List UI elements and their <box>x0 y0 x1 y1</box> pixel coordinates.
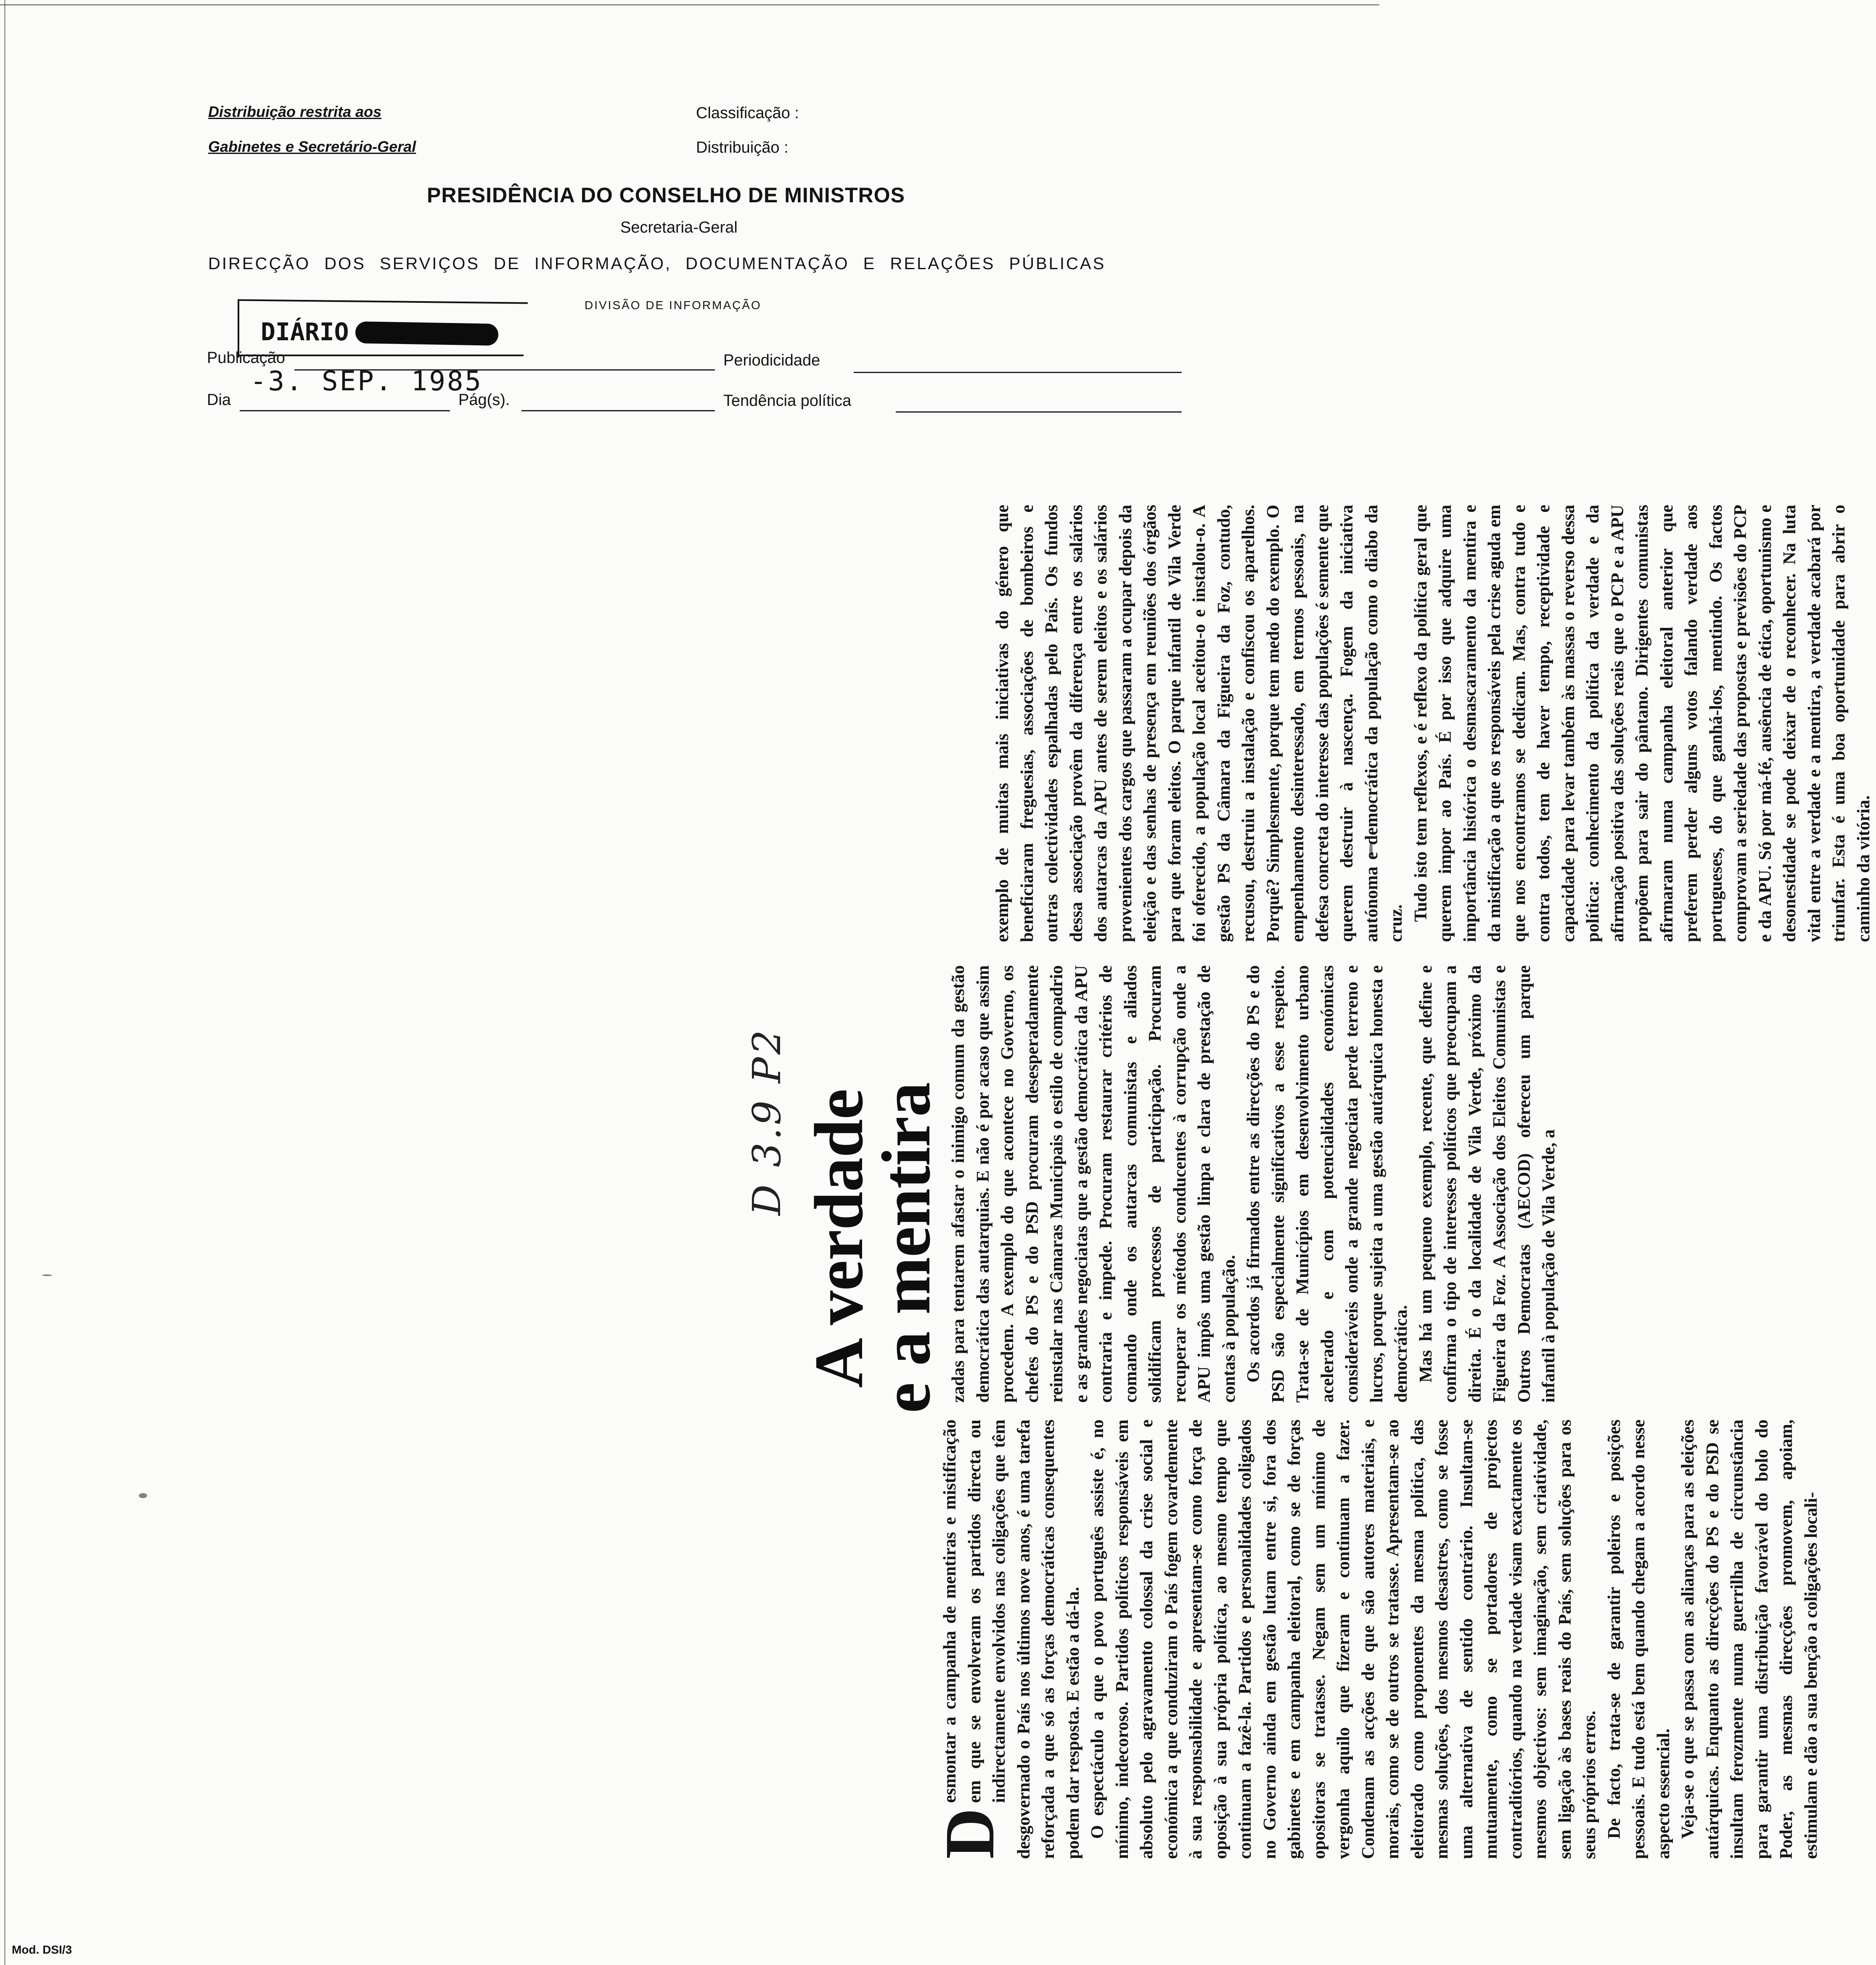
article-column-2 <box>946 965 1558 1403</box>
direccao-line: DIRECÇÃO DOS SERVIÇOS DE INFORMAÇÃO, DOCUMENTAÇÃO E RELAÇÕES PÚBLICAS <box>208 254 1106 273</box>
handwritten-note: D 3.9 P2 <box>744 1028 789 1216</box>
distribution-line-1: Distribuição restrita aos <box>208 103 382 120</box>
classificacao-label: Classificação : <box>696 104 799 122</box>
article-paragraph: zadas para tentarem afastar o inimigo comum da gestão democrática das autarquias. E não é por acaso que assim procedem. A exemplo do que acontece no Governo, os chefes do PS e do PSD procuram desesperadamente reinstalar nas Câmaras Municipais o estilo de compadrio e as grandes negociatas que a gestão democrática da APU contraria e impede. Procuram restaurar critérios de comando onde os autarcas comunistas e aliados solidificam processos de participação. Procuram recuperar os métodos conducentes à corrupção onde a APU impôs uma gestão limpa e clara de prestação de contas à população. <box>949 965 1239 1403</box>
article-paragraph: O espectáculo a que o povo português assiste é, no mínimo, indecoroso. Partidos políticos responsáveis em absoluto pelo agravamento colossal da crise social e económica a que conduziram o País fogem covardemente à sua responsabilidade e apresentam-se como força de oposição à sua própria política, ao mesmo tempo que continuam a fazê-la. Partidos e personalidades coligados no Governo ainda em gestão lutam entre si, fora dos gabinetes e em campanha eleitoral, como se de forças opositoras se tratasse. Negam sem um mínimo de vergonha aquilo que fizeram e continuam a fazer. Condenam as acções de que são autores materiais, e morais, como se de outros se tratasse. Apresentam-se ao eleitorado como proponentes da mesma política, das mesmas soluções, dos mesmos desastres, como se fosse uma alternativa de sentido contrário. Insultam-se mutuamente, como se portadores de projectos contraditórios, quando na verdade visam exactamente os mesmos objectivos: sem imaginação, sem criatividade, sem ligação às bases reais do País, sem soluções para os seus próprios erros. <box>1088 1419 1599 1859</box>
scan-left-edge <box>4 0 5 1965</box>
periodicidade-field-line <box>854 372 1182 373</box>
article-column-1 <box>931 1419 1821 1859</box>
article-paragraph: De facto, trata-se de garantir poleiros e posições pessoais. E tudo está bem quando chegam a acordo nesse aspecto essencial. <box>1604 1419 1673 1859</box>
article-paragraph: D esmontar a campanha de mentiras e mistificação em que se envolveram os partidos directa ou indirectamente envolvidos nas coligações que têm desgovernado o País nos últimos nove anos, é uma tarefa reforçada a que só as forças democráticas consequentes podem dar resposta. E estão a dá-la. <box>931 1419 1083 1859</box>
document-subtitle: Secretaria-Geral <box>620 219 738 236</box>
document-title: PRESIDÊNCIA DO CONSELHO DE MINISTROS <box>427 183 905 207</box>
pag-field-line <box>521 410 715 411</box>
dia-label: Dia <box>207 391 231 409</box>
article-paragraph: Veja-se o que se passa com as alianças para as eleições autárquicas. Enquanto as direcções do PS e do PSD se insultam ferozmente numa guerrilha de circunstância para garantir uma distribuição favorável do bolo do Poder, as mesmas direcções promovem, apoiam, estimulam e dão a sua benção a coligações locali- <box>1678 1419 1821 1859</box>
scan-top-edge <box>0 4 1379 5</box>
article-paragraph: Os acordos já firmados entre as direcções do PS e do PSD são especialmente significativos a esse respeito. Trata-se de Municípios em desenvolvimento urbano acelerado e com potencialidades económicas consideráveis onde a grande negociata perde terreno e lucros, porque sujeita a uma gestão autárquica honesta e democrática. <box>1244 965 1411 1403</box>
scan-speck <box>42 1274 52 1276</box>
distribuicao-label: Distribuição : <box>696 139 789 156</box>
tendencia-field-line <box>896 411 1182 413</box>
date-stamp: -3. SEP. 1985 <box>250 366 483 397</box>
publicacao-label: Publicação <box>207 349 285 367</box>
article-headline-line-1: A verdade <box>800 1089 877 1388</box>
dia-field-line <box>240 410 450 411</box>
article-paragraph: exemplo de muitas mais iniciativas do género que beneficiaram freguesias, associações de bombeiros e outras colectividades espalhadas pelo País. Os fundos dessa associação provêm da diferença entre os salários dos autarcas da APU antes de serem eleitos e os salários provenientes dos cargos que passaram a ocupar depois da eleição e das senhas de presença em reuniões dos órgãos para que foram eleitos. O parque infantil de Vila Verde foi oferecido, a população local aceitou-o e instalou-o. A gestão PS da Câmara da Figueira da Foz, contudo, recusou, destruiu a instalação e confiscou os aparelhos. Porquê? Simplesmente, porque tem medo do exemplo. O empenhamento desinteressado, em termos pessoais, na defesa concreta do interesse das populações é semente que querem destruir à nascença. Fogem da iniciativa autónoma e democrática da população como o diabo da cruz. <box>993 505 1406 942</box>
pag-label: Pág(s). <box>458 391 510 409</box>
redaction-mark <box>355 321 499 346</box>
newspaper-clipping <box>156 421 1873 1859</box>
article-paragraph: Tudo isto tem reflexos, e é reflexo da política geral que querem impor ao País. É por isso que adquire uma importância histórica o desmascaramento da mentira e da mistificação a que os responsáveis pela crise aguda em que nos encontramos se dedicam. Mas, contra tudo e contra todos, tem de haver tempo, receptividade e capacidade para levar também às massas o reverso dessa política: conhecimento da política da verdade e da afirmação positiva das soluções reais que o PCP e a APU propõem para sair do pântano. Dirigentes comunistas afirmaram numa campanha eleitoral anterior que preferem perder alguns votos falando verdade aos portugueses, do que ganhá-los, mentindo. Os factos comprovam a seriedade das propostas e previsões do PCP e da APU. Só por má-fé, ausência de ética, oportunismo e desonestidade se pode deixar de o reconhecer. Na luta vital entre a verdade e a mentira, a verdade acabará por triunfar. Esta é uma boa oportunidade para abrir o caminho da vitória. <box>1411 505 1873 942</box>
drop-cap: D <box>931 1808 1009 1859</box>
scan-speck <box>139 1493 147 1498</box>
periodicidade-label: Periodicidade <box>723 352 820 369</box>
article-paragraph: Mas há um pequeno exemplo, recente, que define e confirma o tipo de interesses políticos que preocupam a direita. É o da localidade de Vila Verde, próximo da Figueira da Foz. A Associação dos Eleitos Comunistas e Outros Democratas (AECOD) ofereceu um parque infantil à população de Vila Verde, a <box>1416 965 1558 1403</box>
tendencia-label: Tendência política <box>723 392 852 410</box>
form-code: Mod. DSI/3 <box>12 1943 72 1956</box>
stamp-text: DIÁRIO <box>261 318 349 346</box>
distribution-line-2: Gabinetes e Secretário-Geral <box>208 138 416 155</box>
divisao-line: DIVISÃO DE INFORMAÇÃO <box>585 299 762 312</box>
article-headline-line-2: e a mentira <box>868 1082 945 1413</box>
article-column-3 <box>990 505 1873 942</box>
